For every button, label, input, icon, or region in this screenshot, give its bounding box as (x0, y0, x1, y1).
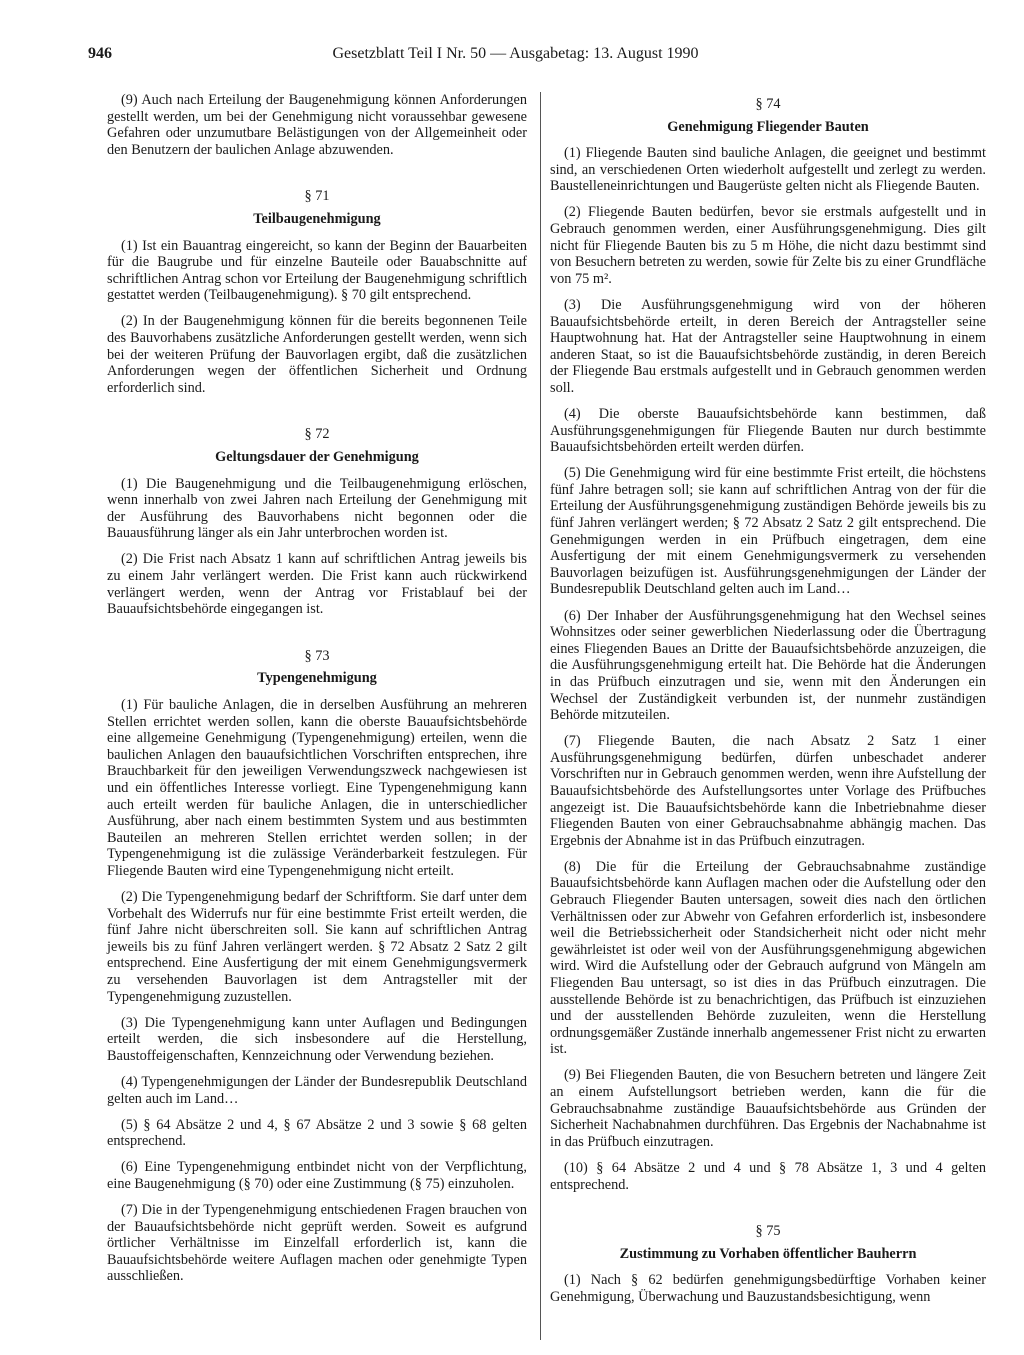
section-73-number: § 73 (304, 647, 330, 664)
page-number: 946 (88, 45, 112, 62)
paragraph-71-1: (1) Ist ein Bauantrag eingereicht, so kann der Beginn der Bauarbeiten für die Baugrube und für einzelne Bauteile oder Bauabschnitte auf schriftlichen Antrag schon vor Erteilung der Baugenehmigung schriftlich gestattet werden (Teilbaugenehmigung). § 70 gilt entsprechend. (107, 237, 527, 304)
left-column (107, 92, 527, 1295)
paragraph-74-9: (9) Bei Fliegenden Bauten, die von Besuchern betreten und längere Zeit an einem Aufstellungsort betrieben werden, kann die für die Gebrauchsabnahme zuständige Bauaufsichtsbehörde aus Gründen der Sicherheit Nachabnahmen durchführen. Das Ergebnis der Nachabnahme ist in das Prüfbuch einzutragen. (550, 1067, 986, 1150)
page-header (88, 44, 943, 68)
paragraph-74-1: (1) Fliegende Bauten sind bauliche Anlagen, die geeignet und bestimmt sind, an verschiedenen Orten wiederholt aufgestellt und zerlegt zu werden. Baustelleneinrichtungen und Baugerüste gelten nicht als Fliegende Bauten. (550, 145, 986, 195)
section-71-number: § 71 (304, 188, 330, 205)
paragraph-74-5: (5) Die Genehmigung wird für eine bestimmte Frist erteilt, die höchstens fünf Jahre betragen soll; sie kann auf schriftlichen Antrag von der für die Erteilung der Ausführungsgenehmigung zuständigen Behörde jeweils bis zu fünf Jahren verlängert werden; § 72 Absatz 2 Satz 2 gilt entsprechend. Die Genehmigungen werden in ein Prüfbuch eingetragen, dem eine Ausfertigung der mit einem Genehmigungsvermerk zu versehenden Bauvorlagen beizufügen ist. Ausführungsgenehmigungen der Länder der Bundesrepublik Deutschland gelten auch im Land… (550, 465, 986, 598)
section-72-number: § 72 (304, 426, 330, 443)
paragraph-73-4: (4) Typengenehmigungen der Länder der Bundesrepublik Deutschland gelten auch im Land… (107, 1074, 527, 1107)
paragraph-73-2: (2) Die Typengenehmigung bedarf der Schriftform. Sie darf unter dem Vorbehalt des Widerrufs nur für eine bestimmte Frist erteilt werden, die fünf Jahre nicht überschreiten soll. Sie kann auf schriftlichen Antrag jeweils bis zu fünf Jahren verlängert werden. § 72 Absatz 2 Satz 2 gilt entsprechend. Eine Ausfertigung der mit einem Genehmigungsvermerk zu versehenden Bauvorlagen ist dem Antragsteller mit der Typengenehmigung zuzustellen. (107, 889, 527, 1005)
section-74-number: § 74 (755, 96, 781, 112)
paragraph-74-6: (6) Der Inhaber der Ausführungsgenehmigung hat den Wechsel seines Wohnsitzes oder seiner gewerblichen Niederlassung oder die Übertragung eines Fliegenden Baues an Dritte der Bauaufsichtsbehörde anzuzeigen, die die Ausführungsgenehmigung erteilt hat. Die Behörde hat die Änderungen in das Prüfbuch einzutragen und sie, wenn mit den Änderungen ein Wechsel der Zuständigkeit verbunden ist, der nunmehr zuständigen Behörde mitzuteilen. (550, 607, 986, 724)
paragraph-73-5: (5) § 64 Absätze 2 und 4, § 67 Absätze 2 und 3 sowie § 68 gelten entsprechend. (107, 1116, 527, 1150)
paragraph-74-8: (8) Die für die Erteilung der Gebrauchsabnahme zuständige Bauaufsichtsbehörde kann Auflagen machen oder die Aufstellung oder den Gebrauch Fliegender Bauten untersagen, soweit dies nach den örtlichen Verhältnissen oder zur Abwehr von Gefahren erforderlich ist, insbesondere weil die Betriebssicherheit oder Standsicherheit nicht oder nicht mehr gewährleistet ist oder weil von der Ausführungsgenehmigung abgewichen wird. Wird die Aufstellung oder der Gebrauch aufgrund von Mängeln am Fliegenden Bau untersagt, so ist dies in das Prüfbuch einzutragen. Die ausstellende Behörde ist zu benachrichtigen, das Prüfbuch ist einzuziehen und der ausstellenden Behörde zuzuleiten, wenn die Herstellung ordnungsgemäßer Zustände innerhalb angemessener Frist nicht zu erwarten ist. (550, 858, 986, 1058)
paragraph-74-2: (2) Fliegende Bauten bedürfen, bevor sie erstmals aufgestellt und in Gebrauch genommen werden, einer Ausführungsgenehmigung. Dies gilt nicht für Fliegende Bauten bis zu 5 m Höhe, die nicht dazu bestimmt sind von Besuchern betreten zu werden, sowie für Zelte bis zu einer Grundfläche von 75 m². (550, 204, 986, 287)
section-75-number: § 75 (755, 1223, 781, 1240)
gazette-title: Gesetzblatt Teil I Nr. 50 — Ausgabetag: 13. August 1990 (332, 45, 699, 62)
right-column (550, 92, 986, 1315)
section-73-title: Typengenehmigung (257, 670, 377, 687)
paragraph-74-10: (10) § 64 Absätze 2 und 4 und § 78 Absätze 1, 3 und 4 gelten entsprechend. (550, 1159, 986, 1193)
section-72-title: Geltungsdauer der Genehmigung (215, 449, 419, 465)
paragraph-73-1: (1) Für bauliche Anlagen, die in derselben Ausführung an mehreren Stellen errichtet werden sollen, kann die oberste Bauaufsichtsbehörde eine allgemeine Genehmigung (Typengenehmigung) erteilen, wenn die baulichen Anlagen den bauaufsichtlichen Vorschriften entsprechen, ihre Brauchbarkeit für den jeweiligen Verwendungszweck nachgewiesen ist und ein öffentliches Interesse vorliegt. Eine Typengenehmigung kann auch erteilt werden für bauliche Anlagen, die in unterschiedlicher Ausführung, aber nach einem bestimmten System und aus bestimmten Bauteilen an mehreren Stellen errichtet werden sollen; in der Typengenehmigung ist die zulässige Veränderbarkeit festzulegen. Für Fliegende Bauten wird eine Typengenehmigung nicht erteilt. (107, 697, 527, 879)
paragraph-72-2: (2) Die Frist nach Absatz 1 kann auf schriftlichen Antrag jeweils bis zu einem Jahr verlängert werden. Die Frist kann auch rückwirkend verlängert werden, wenn der Antrag vor Fristablauf bei der Bauaufsichtsbehörde eingegangen ist. (107, 551, 527, 618)
section-71-title: Teilbaugenehmigung (253, 210, 381, 227)
paragraph-75-1: (1) Nach § 62 bedürfen genehmigungsbedürftige Vorhaben keiner Genehmigung, Überwachung und Bauzustandsbesichtigung, wenn (550, 1272, 986, 1305)
section-75-title: Zustimmung zu Vorhaben öffentlicher Bauherrn (619, 1245, 917, 1262)
paragraph-74-7: (7) Fliegende Bauten, die nach Absatz 2 Satz 1 einer Ausführungsgenehmigung bedürfen, dürfen unbeschadet anderer Vorschriften nur in Gebrauch genommen werden, wenn ihre Aufstellung der Bauaufsichtsbehörde des Aufstellungsortes unter Vorlage des Prüfbuches angezeigt ist. Die Bauaufsichtsbehörde kann die Inbetriebnahme dieser Fliegenden Bauten von einer Gebrauchsabnahme abhängig machen. Das Ergebnis der Abnahme ist in das Prüfbuch einzutragen. (550, 733, 986, 849)
paragraph-72-1: (1) Die Baugenehmigung und die Teilbaugenehmigung erlöschen, wenn innerhalb von zwei Jahren nach Erteilung der Genehmigung mit der Ausführung des Bauvorhabens nicht begonnen oder die Bauausführung länger als ein Jahr unterbrochen worden ist. (107, 475, 527, 542)
paragraph-70-9: (9) Auch nach Erteilung der Baugenehmigung können Anforderungen gestellt werden, um bei der Genehmigung nicht voraussehbar gewesene Gefahren oder unzumutbare Belästigungen von der Allgemeinheit oder den Benutzern der baulichen Anlage abzuwenden. (107, 92, 527, 158)
paragraph-74-3: (3) Die Ausführungsgenehmigung wird von der höheren Bauaufsichtsbehörde erteilt, in deren Bereich der Antragsteller seine Hauptwohnung hat. Hat der Antragsteller seine Hauptwohnung in einem anderen Staat, so ist die Bauaufsichtsbehörde zuständig, in deren Bereich der Fliegende Bau erstmals aufgestellt und in Gebrauch genommen werden soll. (550, 296, 986, 396)
paragraph-74-4: (4) Die oberste Bauaufsichtsbehörde kann bestimmen, daß Ausführungsgenehmigungen für Fliegende Bauten nur durch bestimmte Bauaufsichtsbehörden erteilt werden dürfen. (550, 406, 986, 456)
column-divider (540, 92, 541, 1340)
paragraph-73-6: (6) Eine Typengenehmigung entbindet nicht von der Verpflichtung, eine Baugenehmigung (§ 70) oder eine Zustimmung (§ 75) einzuholen. (107, 1159, 527, 1192)
paragraph-71-2: (2) In der Baugenehmigung können für die bereits begonnenen Teile des Bauvorhabens zusätzliche Anforderungen gestellt werden, wenn sich bei der weiteren Prüfung der Bauvorlagen ergibt, daß die zusätzlichen Anforderungen wegen der öffentlichen Sicherheit und Ordnung erforderlich sind. (107, 313, 527, 396)
paragraph-73-7: (7) Die in der Typengenehmigung entschiedenen Fragen brauchen von der Bauaufsichtsbehörde nicht geprüft werden. Soweit es aufgrund örtlicher Verhältnisse im Einzelfall erforderlich ist, kann die Bauaufsichtsbehörde weitere Auflagen machen oder genehmigte Typen ausschließen. (107, 1202, 527, 1285)
paragraph-73-3: (3) Die Typengenehmigung kann unter Auflagen und Bedingungen erteilt werden, die sich insbesondere auf die Herstellung, Baustoffeigenschaften, Kennzeichnung oder Verwendung beziehen. (107, 1014, 527, 1064)
section-74-title: Genehmigung Fliegender Bauten (667, 118, 869, 135)
